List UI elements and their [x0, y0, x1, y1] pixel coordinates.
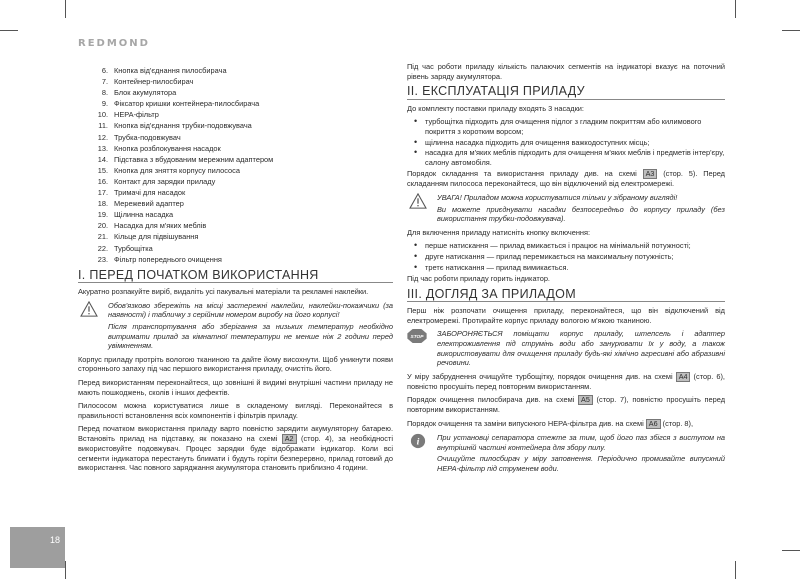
parts-list-item	[78, 243, 393, 254]
parts-list-item	[78, 176, 393, 187]
info-note	[407, 433, 725, 473]
item-number: 17.	[97, 188, 108, 198]
paragraph: Перед використанням переконайтеся, що зовнішні й видимі внутрішні частини приладу не мають пошкоджень, сколів і інших дефектів.	[78, 378, 393, 397]
item-label: Контакт для зарядки приладу	[114, 176, 216, 186]
text: У міру забруднення очищуйте турбощітку, порядок очищення див. на схемі	[407, 371, 673, 381]
text: (стор. 5). Перед складанням пилососа переконайтеся, що він відключений від електромережі.	[407, 169, 725, 189]
info-icon	[409, 433, 427, 449]
warning-note	[407, 193, 725, 224]
item-number: 18.	[97, 199, 108, 209]
section-1-title: I. ПЕРЕД ПОЧАТКОМ ВИКОРИСТАННЯ	[78, 271, 393, 284]
item-number: 20.	[97, 221, 108, 231]
text: Порядок очищення пилосбирача див. на схемі	[407, 395, 575, 405]
stop-warning	[407, 329, 725, 367]
item-label: HEPA-фільтр	[114, 110, 159, 120]
paragraph	[407, 395, 725, 415]
note-text: УВАГА! Приладом можна користуватися тільки у зібраному вигляді!	[437, 192, 678, 202]
note-text: Після транспортування або зберігання за низьких температур необхідно витримати прилад за кімнатної температури не менше ніж 2 години перед увімкненням.	[108, 322, 393, 351]
parts-list-item	[78, 143, 393, 154]
paragraph: Для включення приладу натисніть кнопку включення:	[407, 227, 591, 237]
page-number: 18	[50, 535, 61, 545]
crop-mark	[782, 550, 800, 551]
item-label: Блок акумулятора	[114, 88, 177, 98]
note-text: Очищуйте пилосбирач у міру заповнення. Періодично промивайте випускний HEPA-фільтр під струменем води.	[437, 454, 725, 473]
bullet-item: • третє натискання — прилад вимикається.	[407, 263, 725, 273]
right-column	[407, 62, 725, 477]
item-number: 13.	[97, 143, 108, 153]
item-number: 11.	[98, 121, 108, 131]
item-number: 9.	[101, 99, 108, 109]
paragraph	[407, 419, 725, 429]
paragraph: Пилососом можна користуватися лише в складеному вигляді. Переконайтеся в правильності встановлення всіх компонентів і фільтрів приладу.	[78, 401, 393, 420]
left-column	[78, 62, 393, 477]
paragraph: Під час роботи приладу кількість палаючих сегментів на індикаторі вказує на поточний рівень заряду акумулятора.	[407, 62, 725, 81]
parts-list-item	[78, 231, 393, 242]
scheme-ref: A3	[643, 169, 658, 179]
parts-list-item	[78, 98, 393, 109]
parts-list-item	[78, 165, 393, 176]
scheme-ref: A5	[578, 395, 593, 405]
item-number: 7.	[101, 77, 108, 87]
scheme-ref: A6	[646, 419, 661, 429]
paragraph: Корпус приладу протріть вологою тканиною та дайте йому висохнути. Щоб уникнути появи стороннього запаху під час першого використання приладу, очистіть його.	[78, 354, 393, 374]
crop-mark	[65, 561, 66, 579]
parts-list-item	[78, 154, 393, 165]
bullet-item: • турбощітка підходить для очищення підлог з гладким покриттям або килимового покриття з коротким ворсом;	[407, 117, 725, 136]
parts-list-item	[78, 120, 393, 131]
text: Порядок складання та використання приладу див. на схемі	[407, 169, 637, 179]
item-label: Кнопка для зняття корпусу пилососа	[114, 165, 240, 175]
item-label: Кнопка від'єднання трубки-подовжувача	[114, 121, 252, 131]
note-text: Обов'язково збережіть на місці застережні наклейки, наклейки-покажчики (за наявності) і табличку з серійним номером виробу на його корпусі!	[108, 300, 393, 320]
info-label: i	[416, 436, 420, 448]
parts-list-item	[78, 209, 393, 220]
note-text: Ви можете приєднувати насадки безпосередньо до корпусу приладу (без використання трубки-подовжувача).	[437, 204, 725, 224]
item-label: Насадка для м'яких меблів	[114, 221, 207, 231]
paragraph: Перш ніж розпочати очищення приладу, переконайтеся, що він відключений від електромережі. Протирайте корпус приладу вологою м'якою тканиною.	[407, 306, 725, 325]
item-number: 6.	[101, 66, 108, 75]
parts-list-item	[78, 109, 393, 120]
parts-list-item	[78, 132, 393, 143]
item-label: Фіксатор кришки контейнера-пилосбирача	[114, 99, 260, 109]
item-number: 21.	[97, 232, 108, 242]
paragraph: Акуратно розпакуйте виріб, видаліть усі пакувальні матеріали та рекламні наклейки.	[78, 287, 369, 297]
warning-triangle-icon	[409, 193, 427, 209]
parts-list-item	[78, 65, 393, 76]
scheme-ref: A2	[282, 434, 297, 444]
parts-list	[78, 65, 393, 265]
text: Порядок очищення та заміни випускного HEPA-фільтра див. на схемі	[407, 419, 644, 429]
text: Перед початком використання приладу варто повністю зарядити акумуляторну батарею. Встановіть прилад на підставку, як показано на схемі	[78, 424, 393, 443]
item-label: Мережевий адаптер	[114, 199, 184, 209]
item-label: Кільце для підвішування	[114, 232, 199, 242]
item-number: 10.	[97, 110, 108, 120]
parts-list-item	[78, 87, 393, 98]
item-label: Кнопка від'єднання пилосбирача	[114, 66, 227, 75]
item-number: 22.	[97, 243, 108, 253]
bullet-item: • щілинна насадка підходить для очищення важкодоступних місць;	[407, 138, 725, 148]
parts-list-item	[78, 254, 393, 265]
parts-list-item	[78, 76, 393, 87]
attachments-list	[407, 117, 725, 167]
item-label: Щілинна насадка	[114, 210, 174, 220]
warning-note	[78, 301, 393, 351]
page-number-tab	[10, 527, 65, 568]
item-number: 23.	[97, 254, 108, 264]
bullet-item: • друге натискання — прилад перемикається на максимальну потужність;	[407, 252, 725, 262]
crop-mark	[65, 0, 66, 18]
item-number: 14.	[97, 154, 108, 164]
item-number: 16.	[97, 176, 108, 186]
text: (стор. 8),	[662, 419, 694, 429]
item-label: Тримачі для насадок	[114, 188, 186, 198]
parts-list-item	[78, 187, 393, 198]
crop-mark	[735, 561, 736, 579]
item-label: Трубка-подовжувач	[114, 132, 181, 142]
warning-triangle-icon	[80, 301, 98, 317]
parts-list-item	[78, 198, 393, 209]
crop-mark	[782, 30, 800, 31]
section-3-title: III. ДОГЛЯД ЗА ПРИЛАДОМ	[407, 290, 725, 303]
brand-logo: REDMOND	[78, 38, 150, 49]
bullet-item: • перше натискання — прилад вмикається і працює на мінімальній потужності;	[407, 241, 725, 251]
section-2-title: II. ЕКСПЛУАТАЦІЯ ПРИЛАДУ	[407, 87, 725, 100]
item-number: 19.	[97, 210, 108, 220]
item-label: Підставка з вбудованим мережним адаптером	[114, 154, 274, 164]
note-text: ЗАБОРОНЯЄТЬСЯ поміщати корпус приладу, штепсель і адаптер електроживлення під струмінь води або занурювати їх у воду, а також використовувати для очищення приладу будь-які хімічно агресивні або абразивні речовини.	[437, 329, 725, 368]
stop-sign-icon	[407, 329, 427, 343]
text: (стор. 4), за необхідності використовуйте подовжувач. Процес зарядки буде відображати індикатор. Коли всі сегменти індикатора перестануть блимати і будуть горіти безперервно, прилад готовий до використання. Час повного заряджання акумулятора становить приблизно 4 години.	[78, 434, 393, 473]
bullet-item: • насадка для м'яких меблів підходить для очищення м'яких меблів і предметів інтер'єру, салону автомобіля.	[407, 148, 725, 167]
stop-label: STOP	[410, 335, 424, 341]
item-number: 15.	[97, 165, 108, 175]
power-modes-list	[407, 241, 725, 272]
text: (стор. 6), повністю просушіть перед повторним використанням.	[407, 371, 725, 391]
item-number: 8.	[101, 88, 108, 98]
paragraph	[78, 424, 393, 472]
item-label: Контейнер-пилосбирач	[114, 77, 194, 87]
scheme-ref: A4	[676, 372, 691, 382]
note-text: При установці сепаратора стежте за тим, щоб його паз збігся з виступом на внутрішній частині контейнера для збору пилу.	[437, 433, 725, 452]
crop-mark	[735, 0, 736, 18]
paragraph	[407, 372, 725, 392]
paragraph: Під час роботи приладу горить індикатор.	[407, 274, 550, 284]
text: (стор. 7), повністю просушіть перед повторним використанням.	[407, 395, 726, 415]
paragraph	[407, 169, 725, 189]
crop-mark	[0, 30, 18, 31]
parts-list-item	[78, 220, 393, 231]
item-number: 12.	[97, 132, 108, 142]
paragraph: До комплекту поставки приладу входять 3 насадки:	[407, 103, 584, 113]
item-label: Турбощітка	[114, 243, 153, 253]
item-label: Кнопка розблокування насадок	[114, 143, 221, 153]
item-label: Фільтр попереднього очищення	[114, 254, 222, 264]
